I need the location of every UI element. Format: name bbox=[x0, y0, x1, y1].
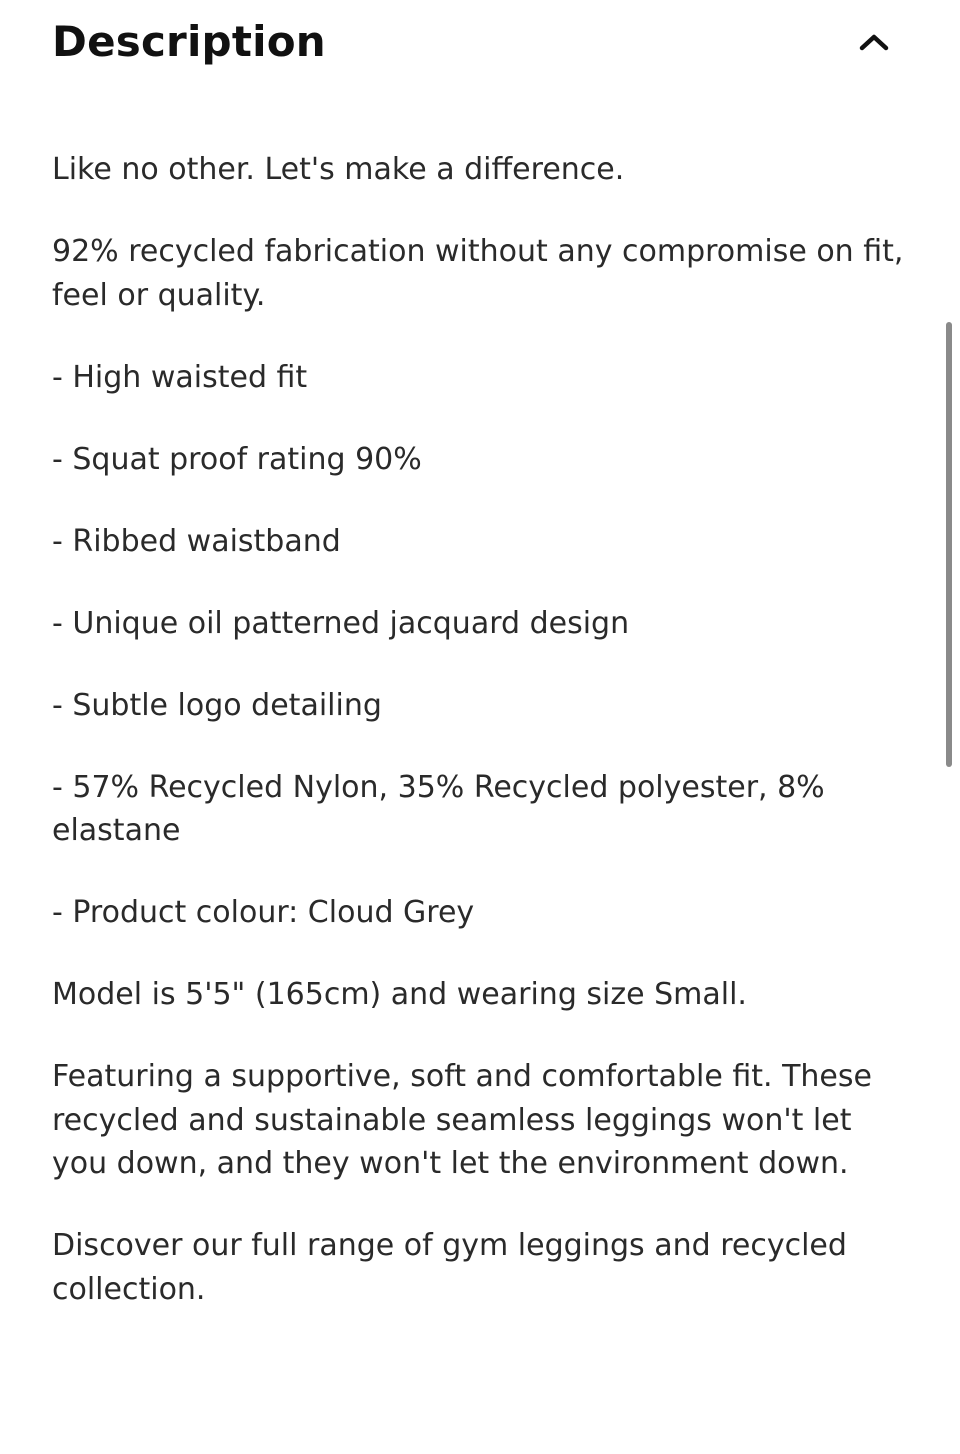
scrollbar-thumb[interactable] bbox=[946, 322, 952, 767]
feature-item: - Product colour: Cloud Grey bbox=[52, 895, 475, 930]
description-body bbox=[52, 148, 912, 1350]
discover-text: Discover our full range of gym leggings and recycled collection. bbox=[52, 1228, 847, 1307]
intro-text: Like no other. Let's make a difference. bbox=[52, 152, 625, 187]
description-header[interactable] bbox=[52, 8, 902, 76]
feature-item: - Subtle logo detailing bbox=[52, 687, 382, 723]
section-title: Description bbox=[52, 17, 326, 66]
chevron-up-icon bbox=[858, 32, 890, 52]
collapse-button[interactable] bbox=[854, 22, 894, 62]
feature-item: - Ribbed waistband bbox=[52, 523, 341, 559]
model-text: Model is 5'5" (165cm) and wearing size Small. bbox=[52, 977, 747, 1012]
feature-item: - Squat proof rating 90% bbox=[52, 441, 422, 477]
feature-item: - Unique oil patterned jacquard design bbox=[52, 605, 630, 641]
featuring-text: Featuring a supportive, soft and comfortable fit. These recycled and sustainable seamless leggings won't let you down, and they won't let the environment down. bbox=[52, 1059, 872, 1181]
feature-item: - 57% Recycled Nylon, 35% Recycled polyester, 8% elastane bbox=[52, 769, 825, 848]
feature-item: - High waisted fit bbox=[52, 359, 308, 395]
recycled-text: 92% recycled fabrication without any compromise on fit, feel or quality. bbox=[52, 234, 904, 313]
